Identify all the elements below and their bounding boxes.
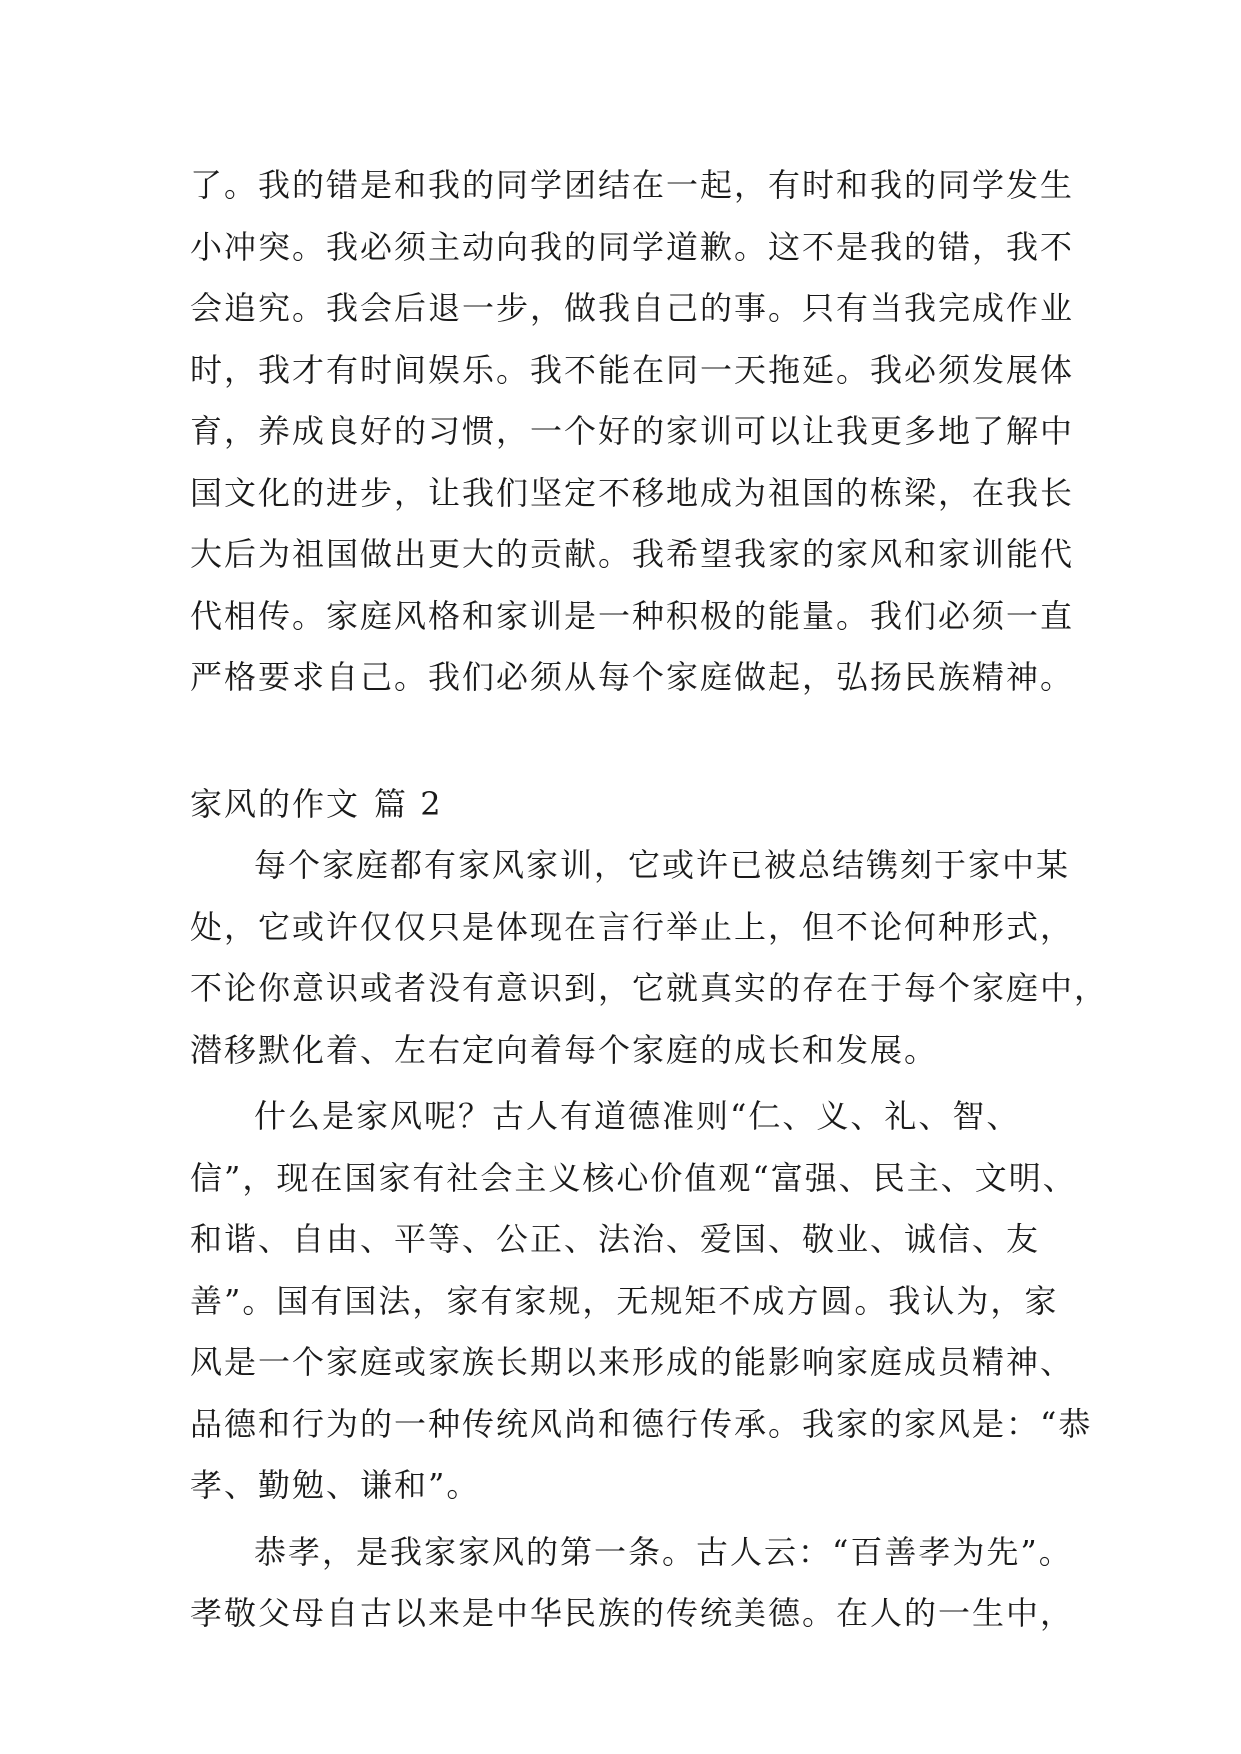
paragraph-continued xyxy=(190,155,1075,709)
text-line: 每个家庭都有家风家训，它或许已被总结镌刻于家中某 xyxy=(254,846,1071,884)
heading-title: 家风的作文 xyxy=(190,784,361,823)
text-line: 时，我才有时间娱乐。我不能在同一天拖延。我必须发展体 xyxy=(190,350,1075,389)
text-line: 不论你意识或者没有意识到，它就真实的存在于每个家庭中， xyxy=(190,969,1109,1007)
heading-suffix: 篇 2 xyxy=(374,784,443,823)
text-line: 风是一个家庭或家族长期以来形成的能影响家庭成员精神、 xyxy=(190,1343,1075,1381)
text-line: 了。我的错是和我的同学团结在一起，有时和我的同学发生 xyxy=(190,166,1075,204)
text-line: 处，它或许仅仅只是体现在言行举止上，但不论何种形式， xyxy=(190,907,1075,946)
text-line: 孝敬父母自古以来是中华民族的传统美德。在人的一生中， xyxy=(190,1594,1075,1632)
text-line: 国文化的进步，让我们坚定不移地成为祖国的栋梁，在我长 xyxy=(190,473,1075,512)
text-line: 善”。国有国法，家有家规，无规矩不成方圆。我认为，家 xyxy=(190,1281,1059,1320)
text-line: 小冲突。我必须主动向我的同学道歉。这不是我的错，我不 xyxy=(190,227,1075,266)
text-line: 品德和行为的一种传统风尚和德行传承。我家的家风是：“恭 xyxy=(190,1404,1093,1443)
section-heading xyxy=(190,774,1070,836)
document-body xyxy=(190,155,1109,1650)
text-line: 育，养成良好的习惯，一个好的家训可以让我更多地了解中 xyxy=(190,412,1075,450)
text-line: 恭孝，是我家家风的第一条。古人云：“百善孝为先”。 xyxy=(254,1532,1073,1571)
text-line: 潜移默化着、左右定向着每个家庭的成长和发展。 xyxy=(190,1030,939,1069)
text-line: 会追究。我会后退一步，做我自己的事。只有当我完成作业 xyxy=(190,289,1075,327)
section-spacer xyxy=(190,714,1070,774)
paragraph-1 xyxy=(190,835,1109,1081)
text-line: 孝、勤勉、谦和”。 xyxy=(190,1466,481,1504)
text-line: 严格要求自己。我们必须从每个家庭做起，弘扬民族精神。 xyxy=(190,658,1075,696)
paragraph-3 xyxy=(190,1522,1075,1645)
paragraph-2 xyxy=(190,1086,1093,1517)
text-line: 信”，现在国家有社会主义核心价值观“富强、民主、文明、 xyxy=(190,1158,1077,1197)
text-line: 大后为祖国做出更大的贡献。我希望我家的家风和家训能代 xyxy=(190,535,1075,573)
text-line: 代相传。家庭风格和家训是一种积极的能量。我们必须一直 xyxy=(190,596,1075,635)
text-line: 和谐、自由、平等、公正、法治、爱国、敬业、诚信、友 xyxy=(190,1220,1041,1258)
text-line: 什么是家风呢？古人有道德准则“仁、义、礼、智、 xyxy=(254,1097,1021,1135)
